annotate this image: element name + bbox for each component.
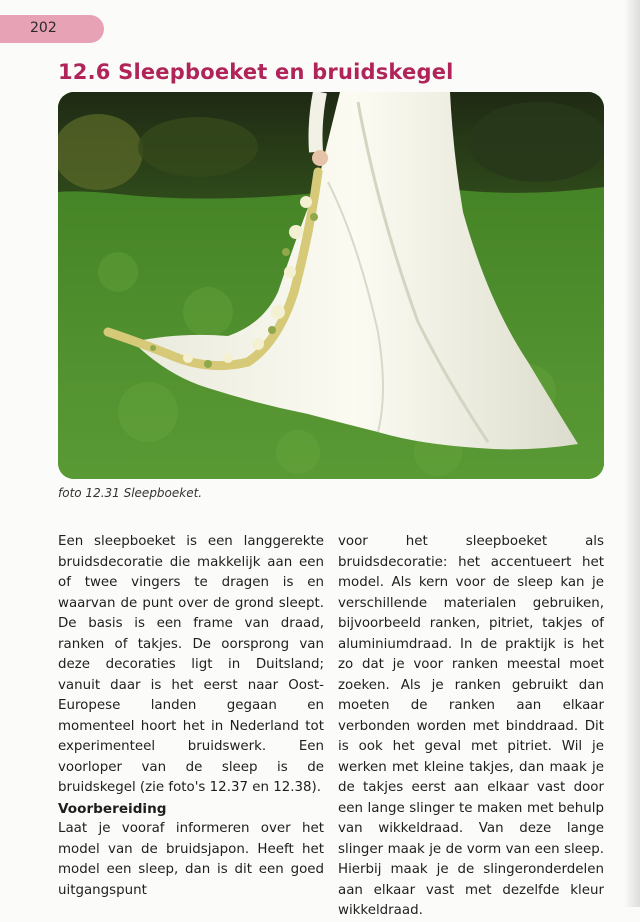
body-paragraph: Laat je vooraf informeren over het model van de bruidsjapon. Heeft het model een sleep, dan is dit een goed uitgangspunt: [58, 821, 324, 898]
photo-caption: foto 12.31 Sleepboeket.: [58, 486, 203, 500]
page-edge-shadow: [624, 0, 640, 907]
body-paragraph: Een sleepboeket is een langgerekte bruidsdecoratie die makkelijk aan een of twee vingers te dragen is en waarvan de punt over de grond sleept. De basis is een frame van draad, ranken of takjes. De oorsprong van deze decoraties ligt in Duitsland; vanuit daar is het eerst naar Oost-Europese landen gegaan en momenteel hoort het in Nederland tot experimenteel bruidswerk. Een voorloper van de sleep is de bruidskegel (zie foto's 12.37 en 12.38).: [58, 534, 324, 795]
body-paragraph: voor het sleepboeket als bruidsdecoratie: het accentueert het model. Als kern voor de sleep kan je verschillende materialen gebruiken, bijvoorbeeld ranken, pitriet, takjes of aluminiumdraad. In de praktijk is het zo dat je voor ranken meestal moet zoeken. Als je ranken gebruikt dan moeten de ranken aan elkaar verbonden worden met binddraad. Dit is ook het geval met pitriet. Wil je werken met kleine takjes, dan maak je de takjes eerst aan elkaar vast door een lange slinger te maken met behulp van wikkeldraad. Van deze lange slinger maak je de vorm van een sleep. Hierbij maak je de slingeronderdelen aan elkaar vast met dezelfde kleur wikkeldraad.: [338, 534, 604, 918]
subheading: Voorbereiding: [58, 800, 167, 817]
text-column-left: [58, 532, 324, 901]
section-heading: 12.6 Sleepboeket en bruidskegel: [58, 60, 454, 84]
text-column-right: [338, 532, 604, 922]
page-number: 202: [30, 20, 57, 36]
bridal-photo: [58, 92, 604, 479]
page-number-tab: [0, 15, 104, 43]
